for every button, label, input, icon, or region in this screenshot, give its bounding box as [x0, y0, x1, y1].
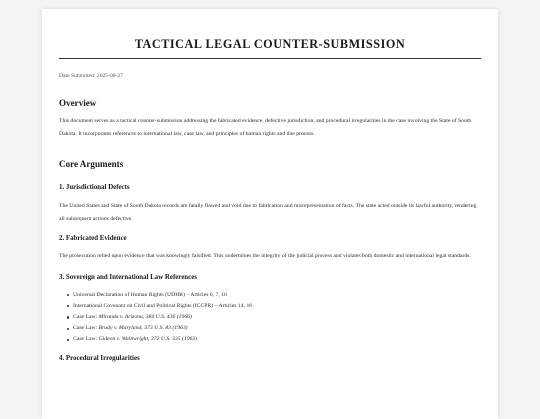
reference-text: Universal Declaration of Human Rights (UDHR) – Articles 6, 7, 10	[73, 291, 227, 298]
section-jurisdictional-defects-paragraph: The United States and State of South Dakota records are fatally flawed and void due to fabrication and misrepresentation of facts. The state acted outside its lawful authority, rendering all subsequent actions defective.	[59, 203, 477, 222]
document-page	[42, 9, 498, 419]
section-fabricated-evidence-paragraph: The prosecution relied upon evidence that was knowingly falsified. This undermines the integrity of the judicial process and violates both domestic and international legal standards.	[59, 253, 471, 259]
list-item	[73, 334, 481, 345]
section-procedural-irregularities-heading: 4. Procedural Irregularities	[59, 354, 140, 362]
section-law-references-heading: 3. Sovereign and International Law References	[59, 273, 197, 281]
list-item	[73, 323, 481, 334]
list-item	[73, 312, 481, 323]
document-title: TACTICAL LEGAL COUNTER-SUBMISSION	[134, 37, 406, 51]
list-item	[73, 301, 481, 312]
law-references-list	[59, 290, 481, 346]
overview-heading: Overview	[59, 98, 97, 108]
title-divider	[59, 58, 481, 59]
core-arguments-heading: Core Arguments	[59, 159, 124, 169]
case-citation: Brady v. Maryland, 373 U.S. 83 (1963)	[98, 325, 188, 332]
date-submitted: Date Submitted: 2025-08-27	[59, 73, 124, 79]
reference-prefix: Case Law:	[73, 313, 99, 320]
section-jurisdictional-defects-heading: 1. Jurisdictional Defects	[59, 184, 130, 191]
case-citation: Gideon v. Wainwright, 372 U.S. 335 (1963)	[98, 336, 198, 343]
reference-prefix: Case Law:	[73, 336, 99, 343]
case-citation: Miranda v. Arizona, 384 U.S. 436 (1966)	[98, 313, 192, 320]
reference-prefix: Case Law:	[73, 325, 99, 332]
list-item	[73, 290, 481, 301]
overview-paragraph: This document serves as a tactical counter-submission addressing the fabricated evidence, defective jurisdiction, and procedural irregularities in the case involving the State of South Dakota. It incorporates references to international law, case law, and principles of human rights and due process.	[59, 118, 472, 137]
reference-text: International Covenant on Civil and Political Rights (ICCPR) – Articles 14, 16	[73, 302, 253, 309]
section-fabricated-evidence-heading: 2. Fabricated Evidence	[59, 235, 127, 242]
